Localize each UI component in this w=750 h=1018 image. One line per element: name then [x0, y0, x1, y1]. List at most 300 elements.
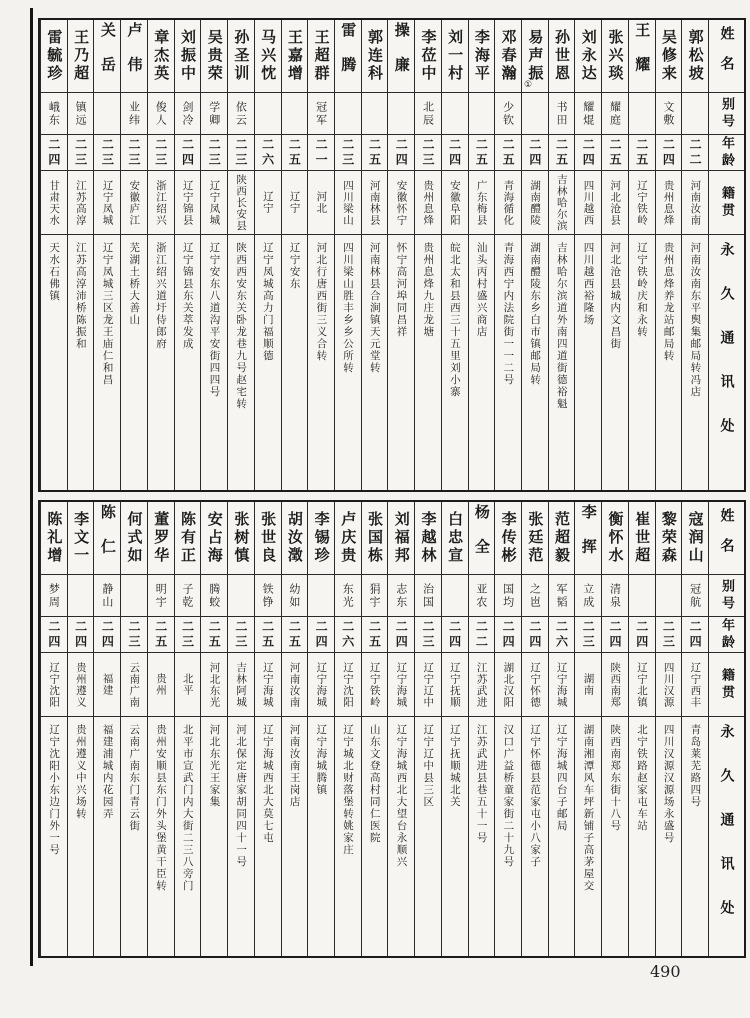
- address-cell: [388, 234, 414, 490]
- person-column: [574, 502, 601, 956]
- name-text: 胡汝澂: [285, 511, 304, 565]
- address-cell: [148, 716, 174, 956]
- age-text: 二五: [367, 619, 382, 650]
- address-cell: [255, 716, 281, 956]
- name-cell: [94, 20, 120, 92]
- name-text: 刘一村: [446, 29, 465, 83]
- age-cell: [362, 616, 388, 652]
- name-cell: [148, 20, 174, 92]
- address-text: 辽宁安东八道沟平安街四四号: [208, 242, 221, 398]
- alias-cell: [148, 574, 174, 616]
- address-cell: [282, 716, 308, 956]
- age-cell: [282, 616, 308, 652]
- alias-text: 亚农: [474, 582, 488, 609]
- address-cell: [94, 716, 120, 956]
- name-cell: [442, 502, 468, 574]
- origin-cell: [41, 652, 67, 716]
- age-text: 二二: [474, 619, 489, 650]
- address-text: 辽宁铁岭庆和永转: [635, 242, 648, 338]
- header-origin-cell: [709, 652, 744, 716]
- address-text: 河南汝南东平舆集邮局转冯店: [689, 242, 702, 398]
- age-text: 二五: [153, 619, 168, 650]
- origin-cell: [255, 170, 281, 234]
- alias-cell: [41, 574, 67, 616]
- address-text: 辽宁抚顺城北关: [448, 724, 461, 808]
- age-cell: [68, 616, 94, 652]
- person-column: [681, 20, 708, 490]
- address-text: 福建浦城内花园弄: [101, 724, 114, 820]
- name-cell: [282, 502, 308, 574]
- person-column: [227, 502, 254, 956]
- origin-cell: [442, 652, 468, 716]
- name-cell: [388, 502, 414, 574]
- origin-cell: [549, 652, 575, 716]
- address-cell: [201, 234, 227, 490]
- age-text: 二四: [527, 619, 542, 650]
- alias-cell: [335, 92, 361, 134]
- age-cell: [308, 134, 334, 170]
- name-cell: [442, 20, 468, 92]
- age-text: 二四: [394, 137, 409, 168]
- person-column: [174, 502, 201, 956]
- name-cell: [335, 502, 361, 574]
- alias-cell: [522, 92, 548, 134]
- age-text: 二三: [100, 137, 115, 168]
- alias-cell: [495, 92, 521, 134]
- name-cell: [282, 20, 308, 92]
- name-cell: [522, 20, 548, 92]
- age-text: 二四: [688, 619, 703, 650]
- origin-text: 辽宁辽中: [422, 661, 435, 708]
- origin-text: 吉林阿城: [235, 661, 248, 708]
- alias-cell: [68, 574, 94, 616]
- name-text: 张廷范: [526, 511, 545, 565]
- name-cell: [68, 502, 94, 574]
- name-cell: [656, 502, 682, 574]
- address-text: 辽宁海城西北大望台永顺兴: [395, 724, 408, 868]
- age-cell: [255, 134, 281, 170]
- alias-text: 立成: [581, 582, 595, 609]
- origin-text: 辽宁铁岭: [368, 661, 381, 708]
- age-cell: [308, 616, 334, 652]
- address-text: 辽宁海城西北大莫七屯: [261, 724, 274, 844]
- address-text: 辽宁凤城三区龙王庙仁和昌: [101, 242, 114, 386]
- name-text: 李挥: [579, 503, 598, 573]
- origin-text: 安徽庐江: [128, 179, 141, 226]
- age-cell: [201, 134, 227, 170]
- address-text: 辽宁海城四台子邮局: [555, 724, 568, 832]
- origin-text: 辽宁抚顺: [448, 661, 461, 708]
- address-text: 湖南湘潭风车坪新铺子高茅屋交: [582, 724, 595, 892]
- age-cell: [575, 134, 601, 170]
- person-column: [468, 502, 495, 956]
- alias-text: 耀庭: [608, 100, 622, 127]
- age-cell: [629, 134, 655, 170]
- age-cell: [682, 134, 708, 170]
- alias-cell: [121, 92, 147, 134]
- alias-cell: [41, 92, 67, 134]
- age-cell: [148, 616, 174, 652]
- alias-text: 静山: [100, 582, 114, 609]
- age-cell: [629, 616, 655, 652]
- address-text: 河北东光王家集: [208, 724, 221, 808]
- name-cell: [495, 502, 521, 574]
- address-text: 河南汝南王岗店: [288, 724, 301, 808]
- name-text: 卢庆贵: [339, 511, 358, 565]
- address-text: 湖南醴陵东乡白市镇邮局转: [529, 242, 542, 386]
- name-cell: [255, 20, 281, 92]
- name-text: 吴修来: [659, 29, 678, 83]
- name-cell: [495, 20, 521, 92]
- name-cell: [629, 20, 655, 92]
- origin-cell: [282, 170, 308, 234]
- alias-text: 峨东: [47, 100, 61, 127]
- origin-cell: [175, 170, 201, 234]
- age-text: 二四: [581, 137, 596, 168]
- name-text: 卢伟: [125, 21, 144, 91]
- address-text: 皖北太和县西三十五里刘小寨: [448, 242, 461, 398]
- origin-text: 辽宁凤城: [101, 179, 114, 226]
- address-cell: [575, 234, 601, 490]
- origin-cell: [575, 170, 601, 234]
- name-cell: [602, 502, 628, 574]
- name-text: 李越林: [419, 511, 438, 565]
- age-text: 二三: [420, 137, 435, 168]
- name-cell: [682, 502, 708, 574]
- alias-cell: [682, 92, 708, 134]
- name-text: 刘振中: [178, 29, 197, 83]
- age-cell: [522, 616, 548, 652]
- address-cell: [362, 234, 388, 490]
- age-text: 二四: [527, 137, 542, 168]
- origin-cell: [68, 170, 94, 234]
- address-cell: [656, 234, 682, 490]
- name-cell: [308, 20, 334, 92]
- person-column: [387, 20, 414, 490]
- name-text: 李传彬: [499, 511, 518, 565]
- address-cell: [68, 716, 94, 956]
- name-cell: [308, 502, 334, 574]
- person-column: [441, 20, 468, 490]
- person-column: [281, 502, 308, 956]
- person-column: [200, 20, 227, 490]
- age-cell: [549, 134, 575, 170]
- alias-cell: [282, 574, 308, 616]
- person-column: [548, 502, 575, 956]
- address-text: 辽宁怀德县范家屯小八家子: [529, 724, 542, 868]
- address-text: 辽宁辽中县三区: [422, 724, 435, 808]
- name-text: 何式如: [125, 511, 144, 565]
- origin-cell: [549, 170, 575, 234]
- header-address-label: 永久通讯处: [718, 724, 735, 944]
- name-text: 王乃超: [72, 29, 91, 83]
- alias-cell: [335, 574, 361, 616]
- age-cell: [94, 616, 120, 652]
- name-text: 马兴忱: [259, 29, 278, 83]
- person-column: [254, 502, 281, 956]
- name-text: 孙世恩: [553, 29, 572, 83]
- header-age-label: 年龄: [719, 617, 734, 652]
- person-column: [40, 20, 67, 490]
- person-column: [361, 502, 388, 956]
- age-text: 二六: [260, 137, 275, 168]
- origin-cell: [682, 652, 708, 716]
- name-cell: [656, 20, 682, 92]
- age-text: 二五: [474, 137, 489, 168]
- address-text: 贵州遵义中兴场转: [74, 724, 87, 820]
- alias-cell: [148, 92, 174, 134]
- person-column: [67, 502, 94, 956]
- alias-text: 北辰: [421, 100, 435, 127]
- address-cell: [175, 234, 201, 490]
- alias-cell: [94, 574, 120, 616]
- name-cell: [522, 502, 548, 574]
- alias-cell: [575, 92, 601, 134]
- address-text: 浙江绍兴道圩侍郎府: [155, 242, 168, 350]
- origin-text: 安徽怀宁: [395, 179, 408, 226]
- address-cell: [602, 716, 628, 956]
- person-column: [93, 20, 120, 490]
- origin-cell: [308, 652, 334, 716]
- header-address-label: 永久通讯处: [718, 242, 735, 462]
- alias-cell: [682, 574, 708, 616]
- address-text: 四川梁山胜丰乡乡公所转: [342, 242, 355, 374]
- age-cell: [68, 134, 94, 170]
- name-text: 安占海: [205, 511, 224, 565]
- address-cell: [549, 716, 575, 956]
- age-text: 二五: [260, 619, 275, 650]
- age-cell: [201, 616, 227, 652]
- age-text: 二四: [501, 619, 516, 650]
- age-cell: [228, 134, 254, 170]
- origin-cell: [94, 170, 120, 234]
- origin-text: 陕西南郑: [609, 661, 622, 708]
- age-text: 二三: [127, 619, 142, 650]
- name-cell: [175, 502, 201, 574]
- header-origin-label: 籍贯: [719, 667, 734, 702]
- person-column: [120, 502, 147, 956]
- alias-text: 治国: [421, 582, 435, 609]
- alias-cell: [415, 92, 441, 134]
- origin-cell: [682, 170, 708, 234]
- origin-text: 辽宁海城: [555, 661, 568, 708]
- header-address-cell: [709, 716, 744, 956]
- origin-cell: [656, 170, 682, 234]
- age-text: 二三: [661, 619, 676, 650]
- age-text: 二五: [554, 137, 569, 168]
- alias-text: 书田: [555, 100, 569, 127]
- alias-text: 国均: [501, 582, 515, 609]
- name-text: 操廉: [392, 21, 411, 91]
- name-cell: [388, 20, 414, 92]
- person-column: [521, 502, 548, 956]
- address-text: 青海西宁内法院街一一二号: [502, 242, 515, 386]
- age-cell: [549, 616, 575, 652]
- address-cell: [549, 234, 575, 490]
- name-cell: [228, 502, 254, 574]
- address-text: 天水石佛镇: [48, 242, 61, 302]
- age-cell: [442, 134, 468, 170]
- age-text: 二三: [73, 137, 88, 168]
- age-text: 二四: [607, 619, 622, 650]
- address-text: 云南广南东门青云街: [128, 724, 141, 832]
- origin-text: 河南汝南: [288, 661, 301, 708]
- person-column: [414, 20, 441, 490]
- alias-text: 梦周: [47, 582, 61, 609]
- origin-cell: [228, 652, 254, 716]
- name-text: 王耀: [633, 21, 652, 91]
- alias-cell: [175, 92, 201, 134]
- age-text: 二三: [420, 619, 435, 650]
- age-text: 二四: [100, 619, 115, 650]
- header-alias-label: 别号: [719, 578, 734, 613]
- name-text: 雷毓珍: [45, 29, 64, 83]
- name-cell: [682, 20, 708, 92]
- origin-text: 辽宁: [261, 191, 274, 214]
- address-cell: [362, 716, 388, 956]
- name-cell: [469, 20, 495, 92]
- alias-text: 军韬: [555, 582, 569, 609]
- name-text: 陈礼增: [45, 511, 64, 565]
- age-text: 二三: [233, 619, 248, 650]
- person-column: [601, 502, 628, 956]
- age-cell: [415, 134, 441, 170]
- name-text: 郭连科: [366, 29, 385, 83]
- alias-text: 东光: [341, 582, 355, 609]
- alias-cell: [175, 574, 201, 616]
- origin-cell: [68, 652, 94, 716]
- address-text: 吉林哈尔滨道外南四道街德裕魁: [555, 242, 568, 410]
- header-age-cell: [709, 616, 744, 652]
- age-cell: [175, 616, 201, 652]
- alias-cell: [362, 574, 388, 616]
- address-cell: [442, 234, 468, 490]
- address-text: 四川越西裕隆场: [582, 242, 595, 326]
- origin-text: 吉林哈尔滨: [555, 173, 568, 232]
- name-text: 吴贵荣: [205, 29, 224, 83]
- name-text: 雷腾: [339, 21, 358, 91]
- alias-cell: [308, 92, 334, 134]
- alias-cell: [255, 92, 281, 134]
- origin-cell: [121, 170, 147, 234]
- address-text: 江苏高淳沛桥陈振和: [74, 242, 87, 350]
- header-alias-label: 别号: [719, 96, 734, 131]
- age-cell: [388, 616, 414, 652]
- origin-text: 辽宁海城: [315, 661, 328, 708]
- alias-cell: [228, 574, 254, 616]
- age-cell: [121, 616, 147, 652]
- origin-text: 辽宁怀德: [529, 661, 542, 708]
- age-cell: [469, 134, 495, 170]
- person-column: [494, 20, 521, 490]
- alias-cell: [255, 574, 281, 616]
- age-cell: [94, 134, 120, 170]
- origin-cell: [602, 170, 628, 234]
- address-cell: [522, 716, 548, 956]
- age-text: 二五: [501, 137, 516, 168]
- address-cell: [656, 716, 682, 956]
- name-cell: [415, 502, 441, 574]
- age-text: 二四: [73, 619, 88, 650]
- alias-cell: [602, 574, 628, 616]
- name-text: 孙圣训: [232, 29, 251, 83]
- origin-text: 贵州息烽: [422, 179, 435, 226]
- origin-text: 四川梁山: [342, 179, 355, 226]
- name-cell: [629, 502, 655, 574]
- address-cell: [308, 716, 334, 956]
- origin-cell: [495, 652, 521, 716]
- age-text: 二四: [46, 619, 61, 650]
- alias-cell: [602, 92, 628, 134]
- name-text: 易声振: [526, 29, 545, 83]
- origin-cell: [656, 652, 682, 716]
- name-text: 衡怀水: [606, 511, 625, 565]
- name-cell: [335, 20, 361, 92]
- origin-text: 青海循化: [502, 179, 515, 226]
- header-column: [708, 20, 744, 490]
- age-cell: [255, 616, 281, 652]
- name-text: 章杰英: [152, 29, 171, 83]
- name-text: 郭松坡: [686, 29, 705, 83]
- age-text: 二六: [340, 619, 355, 650]
- header-alias-cell: [709, 92, 744, 134]
- person-column: [441, 502, 468, 956]
- name-cell: [201, 502, 227, 574]
- person-column: [174, 20, 201, 490]
- person-column: [468, 20, 495, 490]
- alias-text: 冠军: [314, 100, 328, 127]
- person-column: [147, 20, 174, 490]
- alias-cell: [629, 92, 655, 134]
- age-cell: [41, 616, 67, 652]
- header-age-cell: [709, 134, 744, 170]
- origin-text: 辽宁: [288, 191, 301, 214]
- age-text: 二三: [127, 137, 142, 168]
- age-cell: [682, 616, 708, 652]
- address-cell: [442, 716, 468, 956]
- age-cell: [442, 616, 468, 652]
- alias-cell: [442, 92, 468, 134]
- name-text: 李莅中: [419, 29, 438, 83]
- origin-cell: [415, 170, 441, 234]
- address-cell: [522, 234, 548, 490]
- alias-cell: [68, 92, 94, 134]
- age-text: 二一: [314, 137, 329, 168]
- person-column: [200, 502, 227, 956]
- person-column: [574, 20, 601, 490]
- origin-cell: [255, 652, 281, 716]
- age-cell: [656, 616, 682, 652]
- address-text: 陕西西安东关卧龙巷九号赵宅转: [235, 242, 248, 410]
- header-origin-label: 籍贯: [719, 185, 734, 220]
- header-name-label: 姓名: [718, 508, 735, 568]
- age-cell: [148, 134, 174, 170]
- name-cell: [602, 20, 628, 92]
- address-text: 汕头丙村盛兴商店: [475, 242, 488, 338]
- address-cell: [469, 234, 495, 490]
- name-cell: [41, 20, 67, 92]
- directory-table-block-top: [38, 18, 746, 492]
- address-cell: [201, 716, 227, 956]
- alias-cell: [94, 92, 120, 134]
- age-text: 二五: [287, 619, 302, 650]
- age-cell: [388, 134, 414, 170]
- name-cell: [415, 20, 441, 92]
- origin-text: 北平: [181, 673, 194, 696]
- address-text: 辽宁海城腾镇: [315, 724, 328, 796]
- person-column: [548, 20, 575, 490]
- origin-text: 河北东光: [208, 661, 221, 708]
